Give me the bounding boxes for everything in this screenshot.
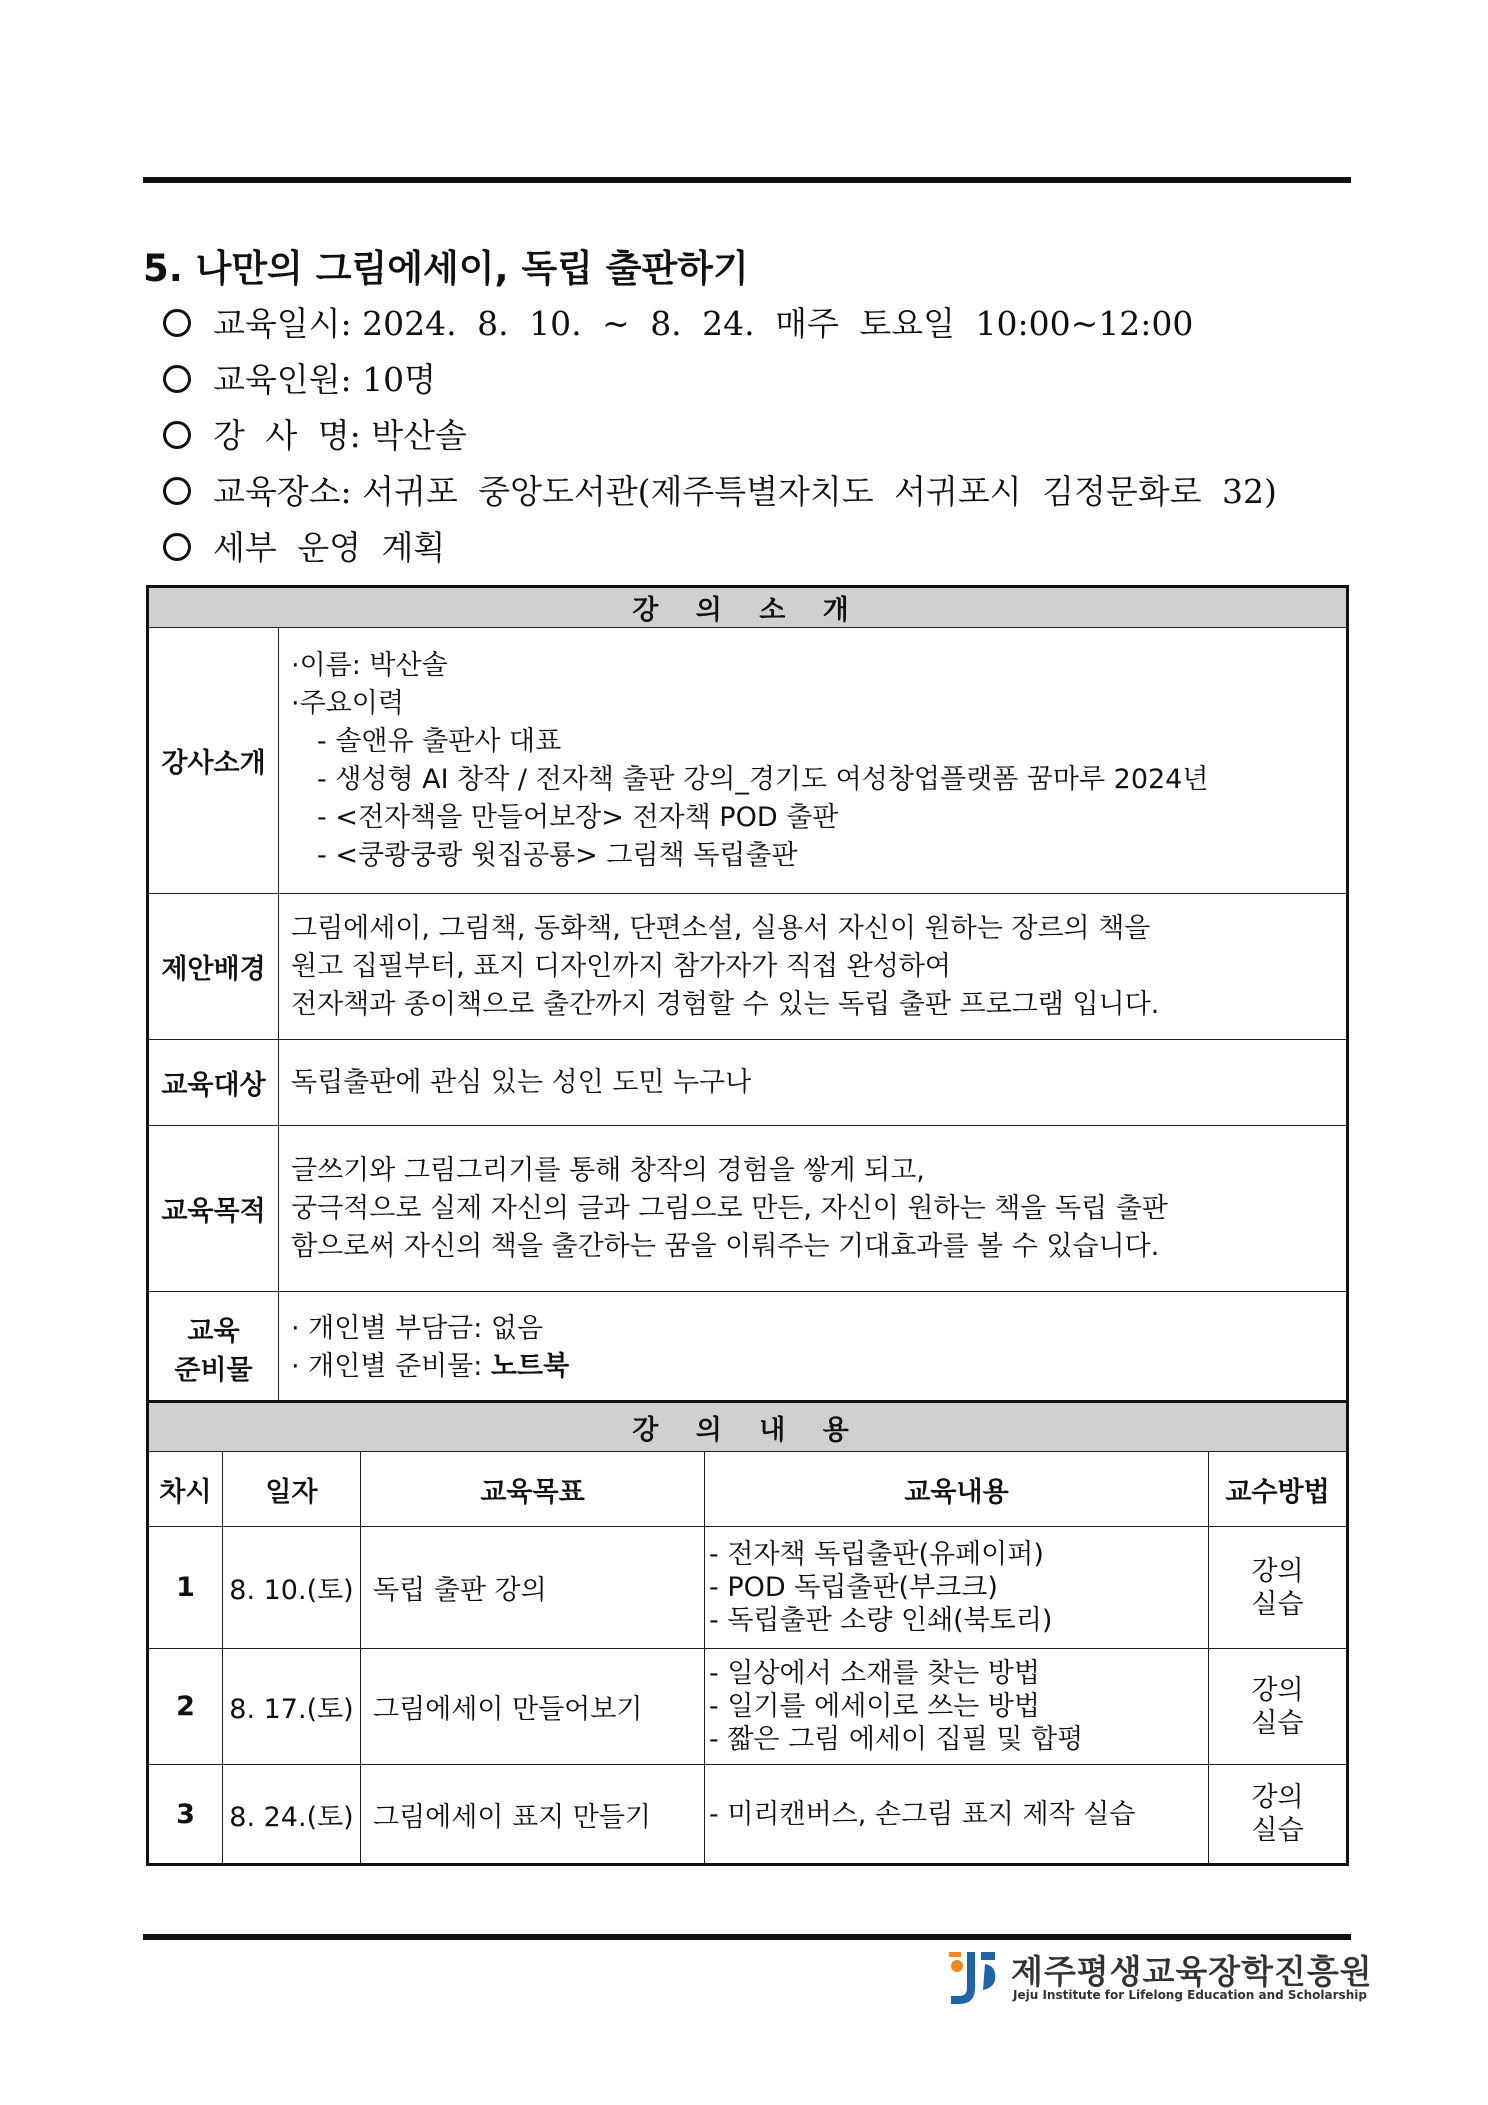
lecture-table xyxy=(146,1400,1349,1866)
session-date: 8. 10.(토) xyxy=(223,1527,361,1649)
purpose-label: 교육목적 xyxy=(148,1126,279,1292)
background-label: 제안배경 xyxy=(148,894,279,1040)
col-header-session: 차시 xyxy=(148,1452,223,1527)
session-number: 3 xyxy=(148,1765,223,1865)
lecture-heading: 강 의 내 용 xyxy=(148,1402,1348,1452)
materials-label: 교육 준비물 xyxy=(148,1292,279,1406)
session-goal: 그림에세이 만들어보기 xyxy=(361,1649,705,1765)
session-content: - 미리캔버스, 손그림 표지 제작 실습 xyxy=(705,1765,1209,1865)
instructor-label: 강사소개 xyxy=(148,628,279,894)
info-item-plan: 세부 운영 계획 xyxy=(163,520,1277,576)
col-header-method: 교수방법 xyxy=(1209,1452,1348,1527)
col-header-date: 일자 xyxy=(223,1452,361,1527)
session-number: 2 xyxy=(148,1649,223,1765)
session-goal: 독립 출판 강의 xyxy=(361,1527,705,1649)
top-rule xyxy=(143,177,1351,183)
org-name-english: Jeju Institute for Lifelong Education and Scholarship xyxy=(1013,1988,1367,2002)
info-item-instructor: 강 사 명: 박산솔 xyxy=(163,408,1277,464)
info-item-schedule: 교육일시: 2024. 8. 10. ~ 8. 24. 매주 토요일 10:00~12:00 xyxy=(163,296,1277,352)
circle-bullet-icon xyxy=(163,533,191,561)
jeju-institute-logo-icon xyxy=(945,1948,1001,2008)
target-label: 교육대상 xyxy=(148,1040,279,1126)
table-row xyxy=(148,1527,1348,1649)
instructor-body: ·이름: 박산솔 ·주요이력 - 솔앤유 출판사 대표 - 생성형 AI 창작 / 전자책 출판 강의_경기도 여성창업플랫폼 꿈마루 2024년 - <전자책을 만들어보장> 전자책 POD 출판 - <쿵쾅쿵쾅 윗집공룡> 그림책 독립출판 xyxy=(279,628,1348,894)
bottom-rule xyxy=(143,1934,1351,1940)
session-content: - 일상에서 소재를 찾는 방법 - 일기를 에세이로 쓰는 방법 - 짧은 그림 에세이 집필 및 합평 xyxy=(705,1649,1209,1765)
circle-bullet-icon xyxy=(163,477,191,505)
purpose-body: 글쓰기와 그림그리기를 통해 창작의 경험을 쌓게 되고, 궁극적으로 실제 자신의 글과 그림으로 만든, 자신이 원하는 책을 독립 출판 함으로써 자신의 책을 출간하는 꿈을 이뤄주는 기대효과를 볼 수 있습니다. xyxy=(279,1126,1348,1292)
materials-body: · 개인별 부담금: 없음 · 개인별 준비물: 노트북 xyxy=(279,1292,1348,1406)
info-item-location: 교육장소: 서귀포 중앙도서관(제주특별자치도 서귀포시 김정문화로 32) xyxy=(163,464,1277,520)
circle-bullet-icon xyxy=(163,365,191,393)
session-method: 강의 실습 xyxy=(1209,1649,1348,1765)
session-method: 강의 실습 xyxy=(1209,1527,1348,1649)
session-goal: 그림에세이 표지 만들기 xyxy=(361,1765,705,1865)
session-date: 8. 24.(토) xyxy=(223,1765,361,1865)
session-date: 8. 17.(토) xyxy=(223,1649,361,1765)
session-number: 1 xyxy=(148,1527,223,1649)
table-row xyxy=(148,1649,1348,1765)
circle-bullet-icon xyxy=(163,421,191,449)
table-row xyxy=(148,1765,1348,1865)
col-header-goal: 교육목표 xyxy=(361,1452,705,1527)
session-content: - 전자책 독립출판(유페이퍼) - POD 독립출판(부크크) - 독립출판 소량 인쇄(북토리) xyxy=(705,1527,1209,1649)
background-body: 그림에세이, 그림책, 동화책, 단편소설, 실용서 자신이 원하는 장르의 책을 원고 집필부터, 표지 디자인까지 참가자가 직접 완성하여 전자책과 종이책으로 출간까지 경험할 수 있는 독립 출판 프로그램 입니다. xyxy=(279,894,1348,1040)
org-logo xyxy=(945,1942,1373,2014)
info-item-capacity: 교육인원: 10명 xyxy=(163,352,1277,408)
col-header-content: 교육내용 xyxy=(705,1452,1209,1527)
info-list xyxy=(163,296,1277,576)
target-body: 독립출판에 관심 있는 성인 도민 누구나 xyxy=(279,1040,1348,1126)
session-method: 강의 실습 xyxy=(1209,1765,1348,1865)
section-title: 5. 나만의 그림에세이, 독립 출판하기 xyxy=(143,247,749,290)
circle-bullet-icon xyxy=(163,309,191,337)
intro-heading: 강 의 소 개 xyxy=(148,587,1348,628)
intro-table xyxy=(146,585,1349,1407)
org-name-korean: 제주평생교육장학진흥원 xyxy=(1011,1952,1373,1991)
